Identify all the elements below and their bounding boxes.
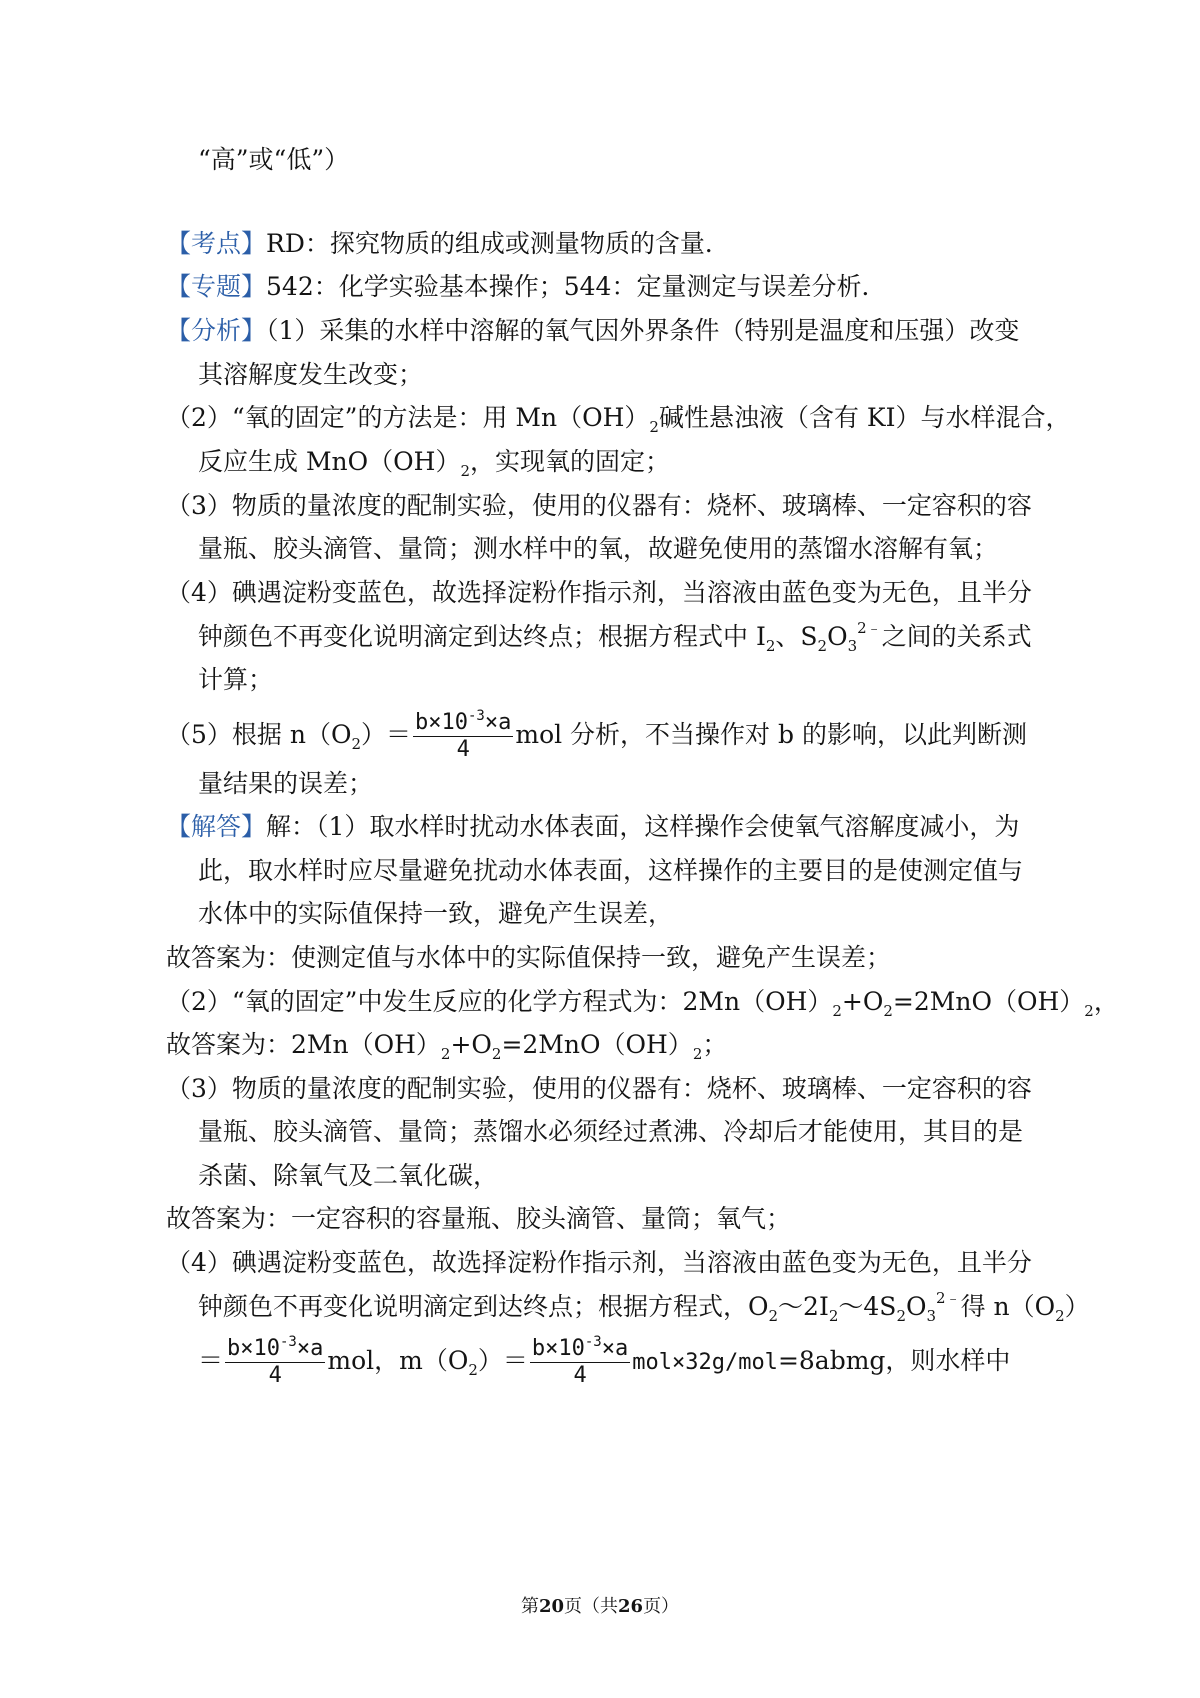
analysis-line-2b — [198, 442, 670, 482]
subscript: 2 — [832, 1002, 842, 1020]
kaodian-line — [166, 224, 730, 264]
analysis-line-5b — [198, 764, 373, 804]
superscript: 2﹣ — [857, 619, 882, 637]
answer-line-1c — [198, 894, 673, 934]
subscript: 2 — [351, 735, 361, 753]
footer-text: 页） — [643, 1596, 680, 1617]
answer-text: （3）物质的量浓度的配制实验，使用的仪器有：烧杯、玻璃棒、一定容积的容 — [166, 1074, 1032, 1103]
answer-text: ； — [702, 1030, 728, 1059]
analysis-text: ，实现氧的固定； — [470, 447, 671, 476]
fraction-numerator — [413, 710, 513, 737]
exponent: -3 — [468, 708, 485, 724]
kaodian-text: RD：探究物质的组成或测量物质的含量． — [266, 229, 730, 258]
analysis-text: 量结果的误差； — [198, 769, 374, 798]
exponent: -3 — [280, 1334, 297, 1350]
answer-text: 量瓶、胶头滴管、量筒；蒸馏水必须经过煮沸、冷却后才能使用，其目的是 — [198, 1117, 1024, 1146]
analysis-line-4b — [198, 617, 1032, 657]
subscript: 2 — [817, 637, 828, 655]
answer-text: 水体中的实际值保持一致，避免产生误差， — [198, 899, 674, 928]
page-number: 20 — [538, 1596, 564, 1617]
answer-text: +O — [450, 1030, 492, 1059]
analysis-text: mol 分析，不当操作对 b 的影响，以此判断测 — [515, 720, 1027, 749]
answer-text: ＝ — [198, 1346, 224, 1375]
answer-text: =2MnO（OH） — [501, 1030, 693, 1059]
answer-text: +O — [841, 987, 884, 1016]
subscript: 2 — [1084, 1002, 1094, 1020]
answer-text: 杀菌、除氧气及二氧化碳， — [198, 1161, 499, 1190]
analysis-line-3a — [166, 486, 1032, 526]
footer-text: 第 — [520, 1596, 539, 1617]
footer-text: 页（共 — [564, 1596, 618, 1617]
unit-expression: mol×32g/mol — [632, 1350, 778, 1375]
kaodian-label: 【考点】 — [166, 229, 267, 258]
answer-text: （2）“氧的固定”中发生反应的化学方程式为：2Mn（OH） — [166, 987, 833, 1016]
analysis-text: 反应生成 MnO（OH） — [198, 447, 461, 476]
subscript: 2 — [768, 1307, 779, 1325]
analysis-text: 量瓶、胶头滴管、量筒；测水样中的氧，故避免使用的蒸馏水溶解有氧； — [198, 534, 999, 563]
fraction-formula — [225, 1336, 325, 1389]
analysis-text: （2）“氧的固定”的方法是：用 Mn（OH） — [166, 403, 650, 432]
answer-text: （4）碘遇淀粉变蓝色，故选择淀粉作指示剂，当溶液由蓝色变为无色，且半分 — [166, 1248, 1032, 1277]
answer-text: 故答案为：使测定值与水体中的实际值保持一致，避免产生误差； — [166, 943, 892, 972]
fraction-denominator: 4 — [268, 1363, 282, 1388]
answer-text: 解：（1）取水样时扰动水体表面，这样操作会使氧气溶解度减小，为 — [266, 812, 1020, 841]
answer-text: 故答案为：2Mn（OH） — [166, 1030, 441, 1059]
fragment-text: “高”或“低”） — [198, 145, 350, 174]
analysis-text: 钟颜色不再变化说明滴定到达终点；根据方程式中 I — [198, 622, 766, 651]
subscript: 2 — [491, 1045, 502, 1063]
numerator-part: ×a — [296, 1336, 324, 1361]
zhuanti-line — [166, 267, 886, 307]
answer-line-3a — [166, 1069, 1032, 1109]
fraction-numerator — [225, 1336, 325, 1363]
answer-text: =8abmg，则水样中 — [777, 1346, 1011, 1375]
answer-line-3c — [198, 1156, 498, 1196]
analysis-line-1a — [166, 311, 1019, 351]
answer-text: ， — [1093, 987, 1119, 1016]
subscript: 2 — [883, 1002, 893, 1020]
fenxi-label: 【分析】 — [166, 316, 267, 345]
subscript: 3 — [847, 637, 858, 655]
subscript: 2 — [468, 1361, 478, 1379]
numerator-part: ×a — [601, 1336, 629, 1361]
subscript: 2 — [649, 418, 659, 436]
analysis-text: （5）根据 n（O — [166, 720, 352, 749]
subscript: 2 — [765, 637, 776, 655]
exponent: -3 — [584, 1334, 602, 1350]
analysis-line-2a — [166, 398, 1070, 438]
subscript: 2 — [828, 1307, 839, 1325]
analysis-line-4a — [166, 573, 1032, 613]
analysis-text: （4）碘遇淀粉变蓝色，故选择淀粉作指示剂，当溶液由蓝色变为无色，且半分 — [166, 578, 1032, 607]
fragment-line — [198, 140, 349, 180]
numerator-part: b×10 — [227, 1336, 280, 1361]
fraction-formula — [530, 1336, 630, 1389]
fraction-formula — [413, 710, 513, 763]
analysis-text: 计算； — [198, 665, 274, 694]
fraction-numerator — [530, 1336, 630, 1363]
numerator-part: b×10 — [531, 1336, 585, 1361]
answer-line-2b — [166, 1025, 727, 1065]
fraction-denominator: 4 — [573, 1363, 587, 1388]
analysis-line-4c — [198, 660, 273, 700]
jieda-label: 【解答】 — [166, 812, 267, 841]
subscript: 2 — [440, 1045, 451, 1063]
answer-text: 故答案为：一定容积的容量瓶、胶头滴管、量筒；氧气； — [166, 1204, 792, 1233]
answer-line-1a — [166, 807, 1019, 847]
answer-line-4c — [198, 1336, 1010, 1389]
analysis-text: （3）物质的量浓度的配制实验，使用的仪器有：烧杯、玻璃棒、一定容积的容 — [166, 491, 1032, 520]
zhuanti-text: 542：化学实验基本操作；544：定量测定与误差分析． — [266, 272, 887, 301]
subscript: 2 — [1055, 1307, 1065, 1325]
analysis-text: ）＝ — [361, 720, 412, 749]
subscript: 3 — [926, 1307, 937, 1325]
answer-text: 得 n（O — [960, 1292, 1056, 1321]
analysis-text: 其溶解度发生改变； — [198, 360, 424, 389]
answer-line-3d — [166, 1199, 791, 1239]
answer-text: ） — [1064, 1292, 1090, 1321]
subscript: 2 — [460, 462, 470, 480]
analysis-text: （1）采集的水样中溶解的氧气因外界条件（特别是温度和压强）改变 — [266, 316, 1020, 345]
answer-text: =2MnO（OH） — [892, 987, 1085, 1016]
superscript: 2﹣ — [936, 1289, 961, 1307]
numerator-part: ×a — [484, 710, 512, 735]
answer-line-2a — [166, 982, 1119, 1022]
answer-line-1b — [198, 851, 1023, 891]
answer-line-3b — [198, 1112, 1023, 1152]
analysis-text: 碱性悬浊液（含有 KI）与水样混合， — [658, 403, 1071, 432]
answer-text: 此，取水样时应尽量避免扰动水体表面，这样操作的主要目的是使测定值与 — [198, 856, 1024, 885]
answer-line-4a — [166, 1243, 1032, 1283]
analysis-text: 之间的关系式 — [881, 622, 1032, 651]
page-footer — [0, 1592, 1200, 1618]
answer-line-1d — [166, 938, 891, 978]
analysis-text: 、S — [775, 622, 818, 651]
answer-line-4b — [198, 1287, 1090, 1327]
answer-text: 钟颜色不再变化说明滴定到达终点；根据方程式，O — [198, 1292, 769, 1321]
analysis-text: O — [827, 622, 848, 651]
answer-text: ）＝ — [477, 1346, 528, 1375]
answer-text: mol，m（O — [327, 1346, 469, 1375]
answer-text: ～4S — [838, 1292, 897, 1321]
zhuanti-label: 【专题】 — [166, 272, 267, 301]
numerator-part: b×10 — [415, 710, 468, 735]
analysis-line-3b — [198, 529, 998, 569]
subscript: 2 — [896, 1307, 906, 1325]
answer-text: ～2I — [778, 1292, 829, 1321]
analysis-line-1b — [198, 355, 423, 395]
answer-text: O — [905, 1292, 927, 1321]
analysis-line-5a — [166, 710, 1027, 763]
fraction-denominator: 4 — [456, 737, 470, 762]
total-pages: 26 — [618, 1596, 644, 1617]
subscript: 2 — [692, 1045, 703, 1063]
